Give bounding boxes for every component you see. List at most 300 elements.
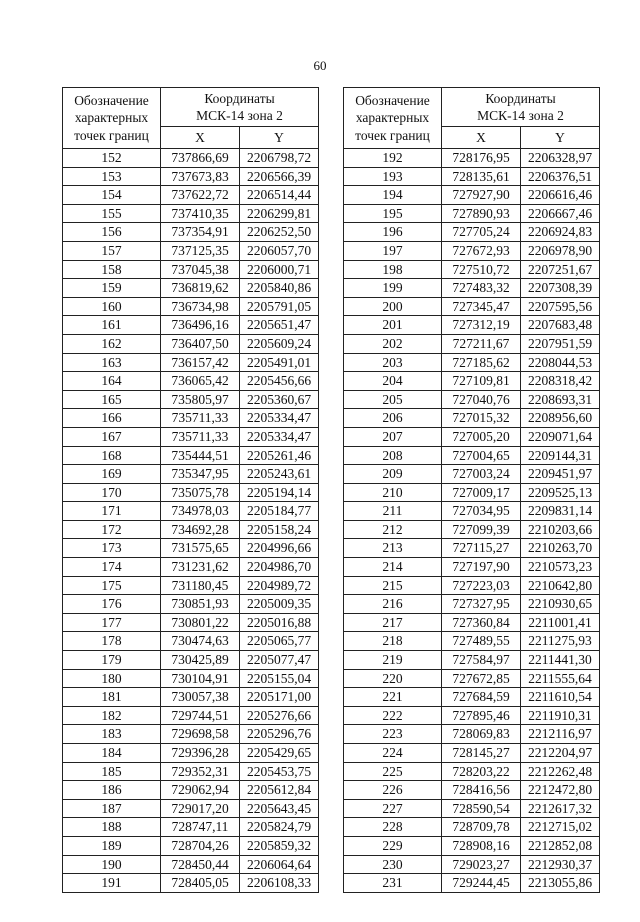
y-coordinate-cell: 2206514,44 xyxy=(240,186,319,205)
x-coordinate-cell: 729062,94 xyxy=(161,781,240,800)
point-number-cell: 211 xyxy=(344,502,442,521)
table-row xyxy=(344,836,600,855)
y-coordinate-cell: 2209144,31 xyxy=(521,446,600,465)
table-row xyxy=(63,613,319,632)
x-coordinate-cell: 735347,95 xyxy=(161,465,240,484)
table-row xyxy=(344,706,600,725)
point-number-cell: 209 xyxy=(344,465,442,484)
x-coordinate-cell: 727015,32 xyxy=(442,409,521,428)
point-number-cell: 195 xyxy=(344,204,442,223)
x-coordinate-cell: 737354,91 xyxy=(161,223,240,242)
x-coordinate-cell: 730474,63 xyxy=(161,632,240,651)
table-row xyxy=(344,260,600,279)
y-coordinate-cell: 2206064,64 xyxy=(240,855,319,874)
table-row xyxy=(63,186,319,205)
x-coordinate-cell: 727312,19 xyxy=(442,316,521,335)
point-number-cell: 153 xyxy=(63,167,161,186)
x-coordinate-cell: 729352,31 xyxy=(161,762,240,781)
point-number-cell: 165 xyxy=(63,390,161,409)
y-coordinate-cell: 2205158,24 xyxy=(240,520,319,539)
table-row xyxy=(344,576,600,595)
table-row xyxy=(63,520,319,539)
y-coordinate-cell: 2210263,70 xyxy=(521,539,600,558)
y-coordinate-cell: 2212930,37 xyxy=(521,855,600,874)
table-row xyxy=(63,483,319,502)
table-row xyxy=(344,241,600,260)
point-number-cell: 162 xyxy=(63,334,161,353)
table-row xyxy=(344,558,600,577)
point-number-cell: 174 xyxy=(63,558,161,577)
y-coordinate-cell: 2211275,93 xyxy=(521,632,600,651)
point-number-cell: 156 xyxy=(63,223,161,242)
y-coordinate-cell: 2208693,31 xyxy=(521,390,600,409)
x-coordinate-cell: 729244,45 xyxy=(442,874,521,893)
x-coordinate-cell: 728709,78 xyxy=(442,818,521,837)
point-number-cell: 226 xyxy=(344,781,442,800)
y-coordinate-cell: 2211555,64 xyxy=(521,669,600,688)
y-coordinate-cell: 2206057,70 xyxy=(240,241,319,260)
x-coordinate-cell: 734692,28 xyxy=(161,520,240,539)
y-coordinate-cell: 2205429,65 xyxy=(240,744,319,763)
y-coordinate-cell: 2212204,97 xyxy=(521,744,600,763)
table-row xyxy=(63,725,319,744)
x-coordinate-cell: 735075,78 xyxy=(161,483,240,502)
y-coordinate-cell: 2205077,47 xyxy=(240,651,319,670)
table-row xyxy=(344,595,600,614)
point-number-cell: 190 xyxy=(63,855,161,874)
x-coordinate-cell: 728135,61 xyxy=(442,167,521,186)
table-row xyxy=(344,744,600,763)
x-column-header: X xyxy=(161,127,240,149)
table-row xyxy=(63,353,319,372)
y-coordinate-cell: 2205651,47 xyxy=(240,316,319,335)
x-coordinate-cell: 727099,39 xyxy=(442,520,521,539)
y-coordinate-cell: 2212472,80 xyxy=(521,781,600,800)
table-row xyxy=(63,688,319,707)
x-coordinate-cell: 727003,24 xyxy=(442,465,521,484)
y-coordinate-cell: 2206252,50 xyxy=(240,223,319,242)
point-number-cell: 183 xyxy=(63,725,161,744)
table-row xyxy=(344,781,600,800)
table-row xyxy=(344,167,600,186)
table-row xyxy=(344,427,600,446)
table-row xyxy=(344,279,600,298)
x-coordinate-cell: 729023,27 xyxy=(442,855,521,874)
point-number-cell: 180 xyxy=(63,669,161,688)
x-coordinate-cell: 729017,20 xyxy=(161,799,240,818)
y-coordinate-cell: 2209831,14 xyxy=(521,502,600,521)
x-coordinate-cell: 728590,54 xyxy=(442,799,521,818)
point-number-cell: 201 xyxy=(344,316,442,335)
y-coordinate-cell: 2210203,66 xyxy=(521,520,600,539)
table-row xyxy=(63,539,319,558)
table-row xyxy=(63,799,319,818)
y-coordinate-cell: 2209451,97 xyxy=(521,465,600,484)
x-coordinate-cell: 728203,22 xyxy=(442,762,521,781)
x-coordinate-cell: 727004,65 xyxy=(442,446,521,465)
y-coordinate-cell: 2210573,23 xyxy=(521,558,600,577)
table-row xyxy=(63,334,319,353)
x-coordinate-cell: 737125,35 xyxy=(161,241,240,260)
y-coordinate-cell: 2205609,24 xyxy=(240,334,319,353)
table-row xyxy=(344,688,600,707)
point-number-cell: 198 xyxy=(344,260,442,279)
x-coordinate-cell: 737673,83 xyxy=(161,167,240,186)
x-coordinate-cell: 730801,22 xyxy=(161,613,240,632)
x-coordinate-cell: 727185,62 xyxy=(442,353,521,372)
x-coordinate-cell: 727040,76 xyxy=(442,390,521,409)
x-coordinate-cell: 735711,33 xyxy=(161,409,240,428)
table-row xyxy=(344,520,600,539)
x-coordinate-cell: 727672,93 xyxy=(442,241,521,260)
point-number-cell: 214 xyxy=(344,558,442,577)
x-coordinate-cell: 730851,93 xyxy=(161,595,240,614)
x-coordinate-cell: 727223,03 xyxy=(442,576,521,595)
y-coordinate-cell: 2205612,84 xyxy=(240,781,319,800)
y-coordinate-cell: 2205065,77 xyxy=(240,632,319,651)
y-coordinate-cell: 2212852,08 xyxy=(521,836,600,855)
y-coordinate-cell: 2212262,48 xyxy=(521,762,600,781)
table-row xyxy=(344,762,600,781)
point-number-cell: 163 xyxy=(63,353,161,372)
y-coordinate-cell: 2205491,01 xyxy=(240,353,319,372)
coordinates-table-left xyxy=(62,87,319,893)
point-number-cell: 186 xyxy=(63,781,161,800)
point-number-cell: 205 xyxy=(344,390,442,409)
point-number-cell: 200 xyxy=(344,297,442,316)
table-row xyxy=(63,502,319,521)
table-row xyxy=(344,539,600,558)
x-coordinate-cell: 728704,26 xyxy=(161,836,240,855)
point-number-cell: 196 xyxy=(344,223,442,242)
x-coordinate-cell: 728145,27 xyxy=(442,744,521,763)
y-coordinate-cell: 2209525,13 xyxy=(521,483,600,502)
x-coordinate-cell: 727005,20 xyxy=(442,427,521,446)
point-number-cell: 202 xyxy=(344,334,442,353)
point-number-cell: 207 xyxy=(344,427,442,446)
table-row xyxy=(344,613,600,632)
x-coordinate-cell: 727584,97 xyxy=(442,651,521,670)
table-row xyxy=(63,855,319,874)
x-coordinate-cell: 729396,28 xyxy=(161,744,240,763)
table-row xyxy=(63,260,319,279)
y-coordinate-cell: 2205859,32 xyxy=(240,836,319,855)
point-number-cell: 171 xyxy=(63,502,161,521)
coordinates-table-right xyxy=(343,87,600,893)
point-number-cell: 212 xyxy=(344,520,442,539)
point-number-cell: 218 xyxy=(344,632,442,651)
point-number-cell: 210 xyxy=(344,483,442,502)
point-number-cell: 173 xyxy=(63,539,161,558)
x-coordinate-cell: 727197,90 xyxy=(442,558,521,577)
table-row xyxy=(344,446,600,465)
x-coordinate-cell: 727890,93 xyxy=(442,204,521,223)
point-number-cell: 213 xyxy=(344,539,442,558)
point-number-cell: 161 xyxy=(63,316,161,335)
table-row xyxy=(344,353,600,372)
x-coordinate-cell: 736496,16 xyxy=(161,316,240,335)
y-coordinate-cell: 2205791,05 xyxy=(240,297,319,316)
y-coordinate-cell: 2210642,80 xyxy=(521,576,600,595)
y-coordinate-cell: 2205243,61 xyxy=(240,465,319,484)
point-number-cell: 203 xyxy=(344,353,442,372)
y-coordinate-cell: 2205334,47 xyxy=(240,427,319,446)
y-coordinate-cell: 2208318,42 xyxy=(521,372,600,391)
y-coordinate-cell: 2212617,32 xyxy=(521,799,600,818)
x-coordinate-cell: 727672,85 xyxy=(442,669,521,688)
coordinates-header: Координаты МСК-14 зона 2 xyxy=(161,88,319,127)
y-coordinate-cell: 2212715,02 xyxy=(521,818,600,837)
table-row xyxy=(344,409,600,428)
y-coordinate-cell: 2205171,00 xyxy=(240,688,319,707)
point-number-cell: 157 xyxy=(63,241,161,260)
point-number-cell: 222 xyxy=(344,706,442,725)
table-row xyxy=(344,186,600,205)
table-row xyxy=(344,725,600,744)
y-coordinate-cell: 2205016,88 xyxy=(240,613,319,632)
point-number-cell: 204 xyxy=(344,372,442,391)
y-coordinate-cell: 2211441,30 xyxy=(521,651,600,670)
table-row xyxy=(344,483,600,502)
point-number-cell: 169 xyxy=(63,465,161,484)
table-row xyxy=(63,427,319,446)
y-coordinate-cell: 2206108,33 xyxy=(240,874,319,893)
y-coordinate-cell: 2205840,86 xyxy=(240,279,319,298)
table-row xyxy=(344,334,600,353)
x-coordinate-cell: 736065,42 xyxy=(161,372,240,391)
table-row xyxy=(63,390,319,409)
point-number-cell: 199 xyxy=(344,279,442,298)
table-row xyxy=(344,651,600,670)
y-coordinate-cell: 2207595,56 xyxy=(521,297,600,316)
table-row xyxy=(344,223,600,242)
x-coordinate-cell: 727345,47 xyxy=(442,297,521,316)
x-coordinate-cell: 731575,65 xyxy=(161,539,240,558)
point-number-cell: 224 xyxy=(344,744,442,763)
y-coordinate-cell: 2205194,14 xyxy=(240,483,319,502)
y-coordinate-cell: 2205334,47 xyxy=(240,409,319,428)
x-coordinate-cell: 735444,51 xyxy=(161,446,240,465)
x-coordinate-cell: 727211,67 xyxy=(442,334,521,353)
y-coordinate-cell: 2205643,45 xyxy=(240,799,319,818)
x-coordinate-cell: 736819,62 xyxy=(161,279,240,298)
y-coordinate-cell: 2210930,65 xyxy=(521,595,600,614)
y-column-header: Y xyxy=(240,127,319,149)
point-number-cell: 187 xyxy=(63,799,161,818)
table-row xyxy=(63,167,319,186)
point-number-cell: 176 xyxy=(63,595,161,614)
x-coordinate-cell: 727109,81 xyxy=(442,372,521,391)
x-coordinate-cell: 728908,16 xyxy=(442,836,521,855)
x-coordinate-cell: 727327,95 xyxy=(442,595,521,614)
point-number-cell: 227 xyxy=(344,799,442,818)
y-coordinate-cell: 2205009,35 xyxy=(240,595,319,614)
x-coordinate-cell: 727115,27 xyxy=(442,539,521,558)
point-number-cell: 172 xyxy=(63,520,161,539)
point-number-cell: 229 xyxy=(344,836,442,855)
x-coordinate-cell: 729744,51 xyxy=(161,706,240,725)
point-number-cell: 154 xyxy=(63,186,161,205)
y-coordinate-cell: 2205261,46 xyxy=(240,446,319,465)
point-number-cell: 189 xyxy=(63,836,161,855)
x-column-header: X xyxy=(442,127,521,149)
table-row xyxy=(63,223,319,242)
table-row xyxy=(63,762,319,781)
table-row xyxy=(63,744,319,763)
table-row xyxy=(63,836,319,855)
table-row xyxy=(344,799,600,818)
y-coordinate-cell: 2208956,60 xyxy=(521,409,600,428)
y-coordinate-cell: 2205453,75 xyxy=(240,762,319,781)
x-coordinate-cell: 727895,46 xyxy=(442,706,521,725)
point-number-cell: 219 xyxy=(344,651,442,670)
table-body xyxy=(63,149,319,893)
table-row xyxy=(63,149,319,168)
table-row xyxy=(344,632,600,651)
x-coordinate-cell: 730104,91 xyxy=(161,669,240,688)
point-number-cell: 159 xyxy=(63,279,161,298)
point-number-cell: 164 xyxy=(63,372,161,391)
x-coordinate-cell: 727510,72 xyxy=(442,260,521,279)
point-number-cell: 175 xyxy=(63,576,161,595)
point-number-cell: 179 xyxy=(63,651,161,670)
y-coordinate-cell: 2206000,71 xyxy=(240,260,319,279)
table-row xyxy=(63,465,319,484)
x-coordinate-cell: 728176,95 xyxy=(442,149,521,168)
y-coordinate-cell: 2205296,76 xyxy=(240,725,319,744)
y-coordinate-cell: 2206667,46 xyxy=(521,204,600,223)
table-row xyxy=(63,576,319,595)
point-number-cell: 208 xyxy=(344,446,442,465)
point-number-cell: 160 xyxy=(63,297,161,316)
y-coordinate-cell: 2204989,72 xyxy=(240,576,319,595)
table-row xyxy=(344,149,600,168)
y-coordinate-cell: 2209071,64 xyxy=(521,427,600,446)
table-row xyxy=(63,372,319,391)
table-row xyxy=(344,502,600,521)
y-coordinate-cell: 2205184,77 xyxy=(240,502,319,521)
point-designation-header: Обозначение характерных точек границ xyxy=(344,88,442,149)
y-column-header: Y xyxy=(521,127,600,149)
table-row xyxy=(63,781,319,800)
y-coordinate-cell: 2208044,53 xyxy=(521,353,600,372)
y-coordinate-cell: 2207683,48 xyxy=(521,316,600,335)
point-number-cell: 225 xyxy=(344,762,442,781)
point-number-cell: 230 xyxy=(344,855,442,874)
table-row xyxy=(344,874,600,893)
x-coordinate-cell: 736157,42 xyxy=(161,353,240,372)
point-number-cell: 228 xyxy=(344,818,442,837)
x-coordinate-cell: 727009,17 xyxy=(442,483,521,502)
point-number-cell: 182 xyxy=(63,706,161,725)
y-coordinate-cell: 2206376,51 xyxy=(521,167,600,186)
y-coordinate-cell: 2207251,67 xyxy=(521,260,600,279)
x-coordinate-cell: 737410,35 xyxy=(161,204,240,223)
x-coordinate-cell: 728405,05 xyxy=(161,874,240,893)
table-row xyxy=(344,390,600,409)
x-coordinate-cell: 734978,03 xyxy=(161,502,240,521)
page-number: 60 xyxy=(313,58,327,73)
x-coordinate-cell: 729698,58 xyxy=(161,725,240,744)
table-row xyxy=(63,241,319,260)
table-row xyxy=(63,651,319,670)
table-row xyxy=(344,297,600,316)
y-coordinate-cell: 2205276,66 xyxy=(240,706,319,725)
table-row xyxy=(63,595,319,614)
point-number-cell: 168 xyxy=(63,446,161,465)
y-coordinate-cell: 2204996,66 xyxy=(240,539,319,558)
y-coordinate-cell: 2205824,79 xyxy=(240,818,319,837)
y-coordinate-cell: 2211910,31 xyxy=(521,706,600,725)
point-number-cell: 220 xyxy=(344,669,442,688)
y-coordinate-cell: 2206616,46 xyxy=(521,186,600,205)
table-row xyxy=(344,855,600,874)
table-row xyxy=(344,465,600,484)
point-number-cell: 178 xyxy=(63,632,161,651)
y-coordinate-cell: 2206978,90 xyxy=(521,241,600,260)
x-coordinate-cell: 728069,83 xyxy=(442,725,521,744)
table-row xyxy=(63,316,319,335)
x-coordinate-cell: 727483,32 xyxy=(442,279,521,298)
coordinates-header: Координаты МСК-14 зона 2 xyxy=(442,88,600,127)
x-coordinate-cell: 735805,97 xyxy=(161,390,240,409)
y-coordinate-cell: 2206328,97 xyxy=(521,149,600,168)
table-row xyxy=(63,818,319,837)
point-number-cell: 166 xyxy=(63,409,161,428)
x-coordinate-cell: 737622,72 xyxy=(161,186,240,205)
point-number-cell: 193 xyxy=(344,167,442,186)
point-number-cell: 185 xyxy=(63,762,161,781)
point-number-cell: 221 xyxy=(344,688,442,707)
point-number-cell: 191 xyxy=(63,874,161,893)
point-number-cell: 206 xyxy=(344,409,442,428)
point-number-cell: 223 xyxy=(344,725,442,744)
x-coordinate-cell: 731180,45 xyxy=(161,576,240,595)
table-row xyxy=(344,818,600,837)
y-coordinate-cell: 2206299,81 xyxy=(240,204,319,223)
table-row xyxy=(63,632,319,651)
point-number-cell: 152 xyxy=(63,149,161,168)
y-coordinate-cell: 2212116,97 xyxy=(521,725,600,744)
table-row xyxy=(63,297,319,316)
x-coordinate-cell: 735711,33 xyxy=(161,427,240,446)
y-coordinate-cell: 2205155,04 xyxy=(240,669,319,688)
point-number-cell: 192 xyxy=(344,149,442,168)
y-coordinate-cell: 2211610,54 xyxy=(521,688,600,707)
y-coordinate-cell: 2207951,59 xyxy=(521,334,600,353)
x-coordinate-cell: 727684,59 xyxy=(442,688,521,707)
x-coordinate-cell: 736407,50 xyxy=(161,334,240,353)
point-number-cell: 170 xyxy=(63,483,161,502)
table-row xyxy=(63,409,319,428)
x-coordinate-cell: 731231,62 xyxy=(161,558,240,577)
table-row xyxy=(344,372,600,391)
point-number-cell: 158 xyxy=(63,260,161,279)
table-row xyxy=(344,204,600,223)
point-number-cell: 167 xyxy=(63,427,161,446)
table-row xyxy=(344,669,600,688)
point-number-cell: 231 xyxy=(344,874,442,893)
table-body xyxy=(344,149,600,893)
y-coordinate-cell: 2204986,70 xyxy=(240,558,319,577)
point-number-cell: 197 xyxy=(344,241,442,260)
y-coordinate-cell: 2211001,41 xyxy=(521,613,600,632)
y-coordinate-cell: 2206924,83 xyxy=(521,223,600,242)
point-number-cell: 181 xyxy=(63,688,161,707)
y-coordinate-cell: 2205360,67 xyxy=(240,390,319,409)
y-coordinate-cell: 2213055,86 xyxy=(521,874,600,893)
x-coordinate-cell: 728416,56 xyxy=(442,781,521,800)
